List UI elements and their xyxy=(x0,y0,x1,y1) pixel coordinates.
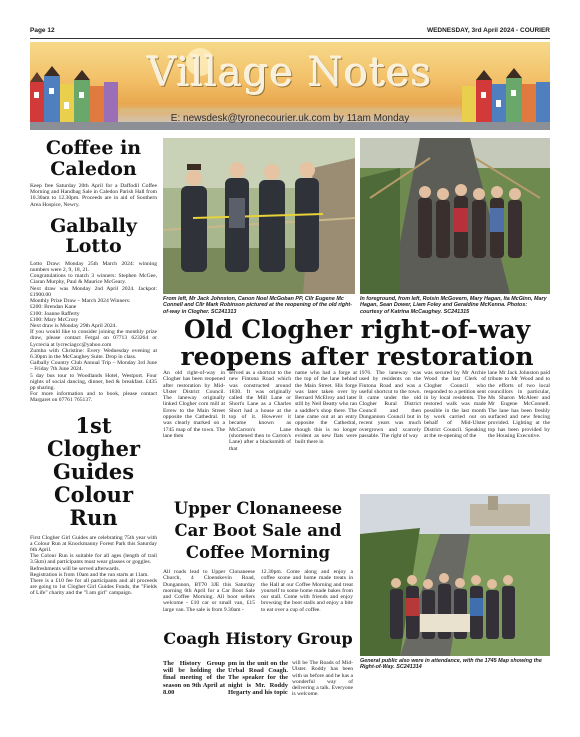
guides-body xyxy=(30,535,157,597)
coagh-col3: will be The Roads of Mid-Ulster. Roddy has been with us before and he has a wonderful way of delivering a talk. Everyone is welcome. xyxy=(292,660,353,698)
galbally-paragraph: For more information and to book, please contact Margaret on 07761 765137. xyxy=(30,391,157,404)
photo2-caption: In foreground, from left, Roisin McGovern, Mary Hagan, Ita McGinn, Mary Hagan, Sean Dower, Liam Foley and Geraldine McKenna. Photos: courtesy of Katrina McCaughey. SC241315 xyxy=(360,296,547,315)
issue-date: WEDNESDAY, 3rd April 2024 - COURIER xyxy=(426,27,550,34)
galbally-paragraph: £100: Joanne Rafferty xyxy=(30,310,80,317)
galbally-paragraph: Next draw was Monday 2nd April 2024. Jackpot: £1900.00 xyxy=(30,285,157,298)
galbally-paragraph: Congratulations to match 3 winners: Stephen McGee, Ciaran Murphy, Paul & Maurice McGeary. xyxy=(30,273,157,286)
guides-paragraph: Registration is from 10am and the run starts at 11am. xyxy=(30,571,149,578)
coffee-body: Keep free Saturday 20th April for a Daffodil Coffee Morning and Handbag Sale in Caledon Parish Hall from 10.30am to 12.30pm. Proceeds are in aid of Southern Area Hospice, Newry. xyxy=(30,183,157,208)
coagh-col2: pm in the unit on the Urbal Road Coagh. The speaker for the night is Mr. Roddy Hegarty and his topic xyxy=(228,660,288,696)
galbally-paragraph: Next draw is Monday 29th April 2024. xyxy=(30,322,117,329)
story-column-6: lane Mr Jack Johnston paid tribute to Mr Wood and to the efforts of two local councillors in particular, Ms Sharon McAleer and Mr Eugene McConnell. The lane has been freshly surfaced and new fencing provided. Lighting at the top has been provided by the Housing Executive. xyxy=(488,370,550,439)
story-column-2: served as a shortcut to the new Fintona Road which was constructed around 1830. It was originally called the Mill Lane or Short's Lane as a Charles Short had a house at the top of it. However it became known as McCarron's Lane (shortened then to Carron's Lane) after a blacksmith of that xyxy=(229,370,291,452)
coagh-col1: The History Group will be holding the final meeting of the season on 9th April at 8.00 xyxy=(163,660,225,696)
photo3-caption: General public also were in attendance, with the 1745 Map showing the Right-of-Way. SC241314 xyxy=(360,658,542,671)
main-headline: Old Clogher right-of-way reopens after restoration xyxy=(180,315,534,371)
guides-paragraph: There is a £10 fee for all participants and all proceeds are going to 1st Clogher Girl Guides Funds, the "Fields of Life" charity and the "I am girl" campaign. xyxy=(30,577,157,597)
page-number: Page 12 xyxy=(30,27,55,34)
public-attendance-photo xyxy=(360,494,550,656)
story-column-3: name who had a forge at the top of the lane behind the Main Street. His forge was later taken over by Bernard McElroy and later still by Neil Beatty who ran a saddler's shop there. The lane came out at an entry opposite the Cathedral, though this is no longer evident as new flats were built there in xyxy=(295,370,357,446)
guides-paragraph: Refreshments will be served afterwards. xyxy=(30,565,120,572)
carboot-col1: All roads lead to Upper Clonaneese Church, 4 Cloenskevin Road, Dungannon, BT70 3JE this Saturday morning 6th April for a Car Boot Sale and Coffee Morning. All boot sellers welcome - £10 car or small van, £15 large van. The sale is from 9.30am - xyxy=(163,569,255,613)
story-column-5: was secured by Mr Archie Wood the last Clerk of Clogher Council who responded to a petition sent in by local residents. The restored walk was made possible in the last month by work carried out on behalf of Mid-Ulster District Council. Speaking at the re-opening of the xyxy=(424,370,486,439)
galbally-body xyxy=(30,261,157,404)
coagh-heading: Coagh History Group xyxy=(163,629,353,648)
laneway-group-photo xyxy=(360,138,550,294)
galbally-paragraph: Galbally Country Club Annual Trip – Monday 3rd June – Friday 7th June 2024. xyxy=(30,360,157,373)
galbally-paragraph: £100: Mary McCrory xyxy=(30,316,79,323)
page-header xyxy=(30,25,550,37)
coffee-heading: Coffee in Caledon xyxy=(45,137,142,180)
story-column-1: An old right-of-way in Clogher has been reopened after restoration by Mid-Ulster District Council. The laneway originally linked Clogher corn mill at Errew to the Main Street opposite the Cathedral. It was clearly marked on a 1745 map of the town. The lane then xyxy=(163,370,225,439)
story-column-4: 1976. The laneway was used by residents on the Fintona Road and was a useful shortcut to the town. It came under the old Clogher Rural District Council and then Dungannon Council but in recent years was much overgrown and scarcely passable. The right of way xyxy=(359,370,421,439)
village-notes-banner xyxy=(30,42,550,130)
galbally-paragraph: £200: Brendan Kane xyxy=(30,304,77,311)
banner-email: E: newsdesk@tyronecourier.uk.com by 11am Monday xyxy=(170,113,410,124)
galbally-heading: Galbally Lotto xyxy=(50,214,137,258)
galbally-paragraph: Zumba with Christine: Every Wednesday evening at 6.30pm in the McCaughey Suite. Drop in class. xyxy=(30,347,157,360)
galbally-paragraph: Monthly Prize Draw – March 2024 Winners: xyxy=(30,298,131,305)
guides-paragraph: The Colour Run is suitable for all ages (length of trail 3.5km) and participants must wear glasses or goggles. xyxy=(30,553,157,566)
banner-title: Village Notes xyxy=(147,50,433,96)
carboot-col2: 12.30pm. Come along and enjoy a coffee scone and home made treats in the Hall at our Coffee Morning and treat yourself to some home made bakes from our stall. Come with friends and enjoy browsing the boot stalls and enjoy a bite to eat over a cup of coffee. xyxy=(261,569,353,613)
galbally-paragraph: Lotto Draw: Monday 25th March 2024: winning numbers were 2, 9, 18, 21. xyxy=(30,260,157,274)
photo1-caption: From left, Mr Jack Johnston, Canon Noel McGoban PP, Cllr Eugene Mc Connell and Cllr Mark Robinson pictured at the reopening of the old right-of-way in Clogher. SC241313 xyxy=(163,296,352,315)
galbally-paragraph: 5 day bus tour to Woodlands Hotel, Westport. Four nights of social dancing, dinner, bed & breakfast. £435 pp sharing. xyxy=(30,372,157,391)
header-rule xyxy=(30,38,550,39)
ribbon-cutting-photo xyxy=(163,138,355,294)
left-column xyxy=(30,136,157,597)
carboot-heading: Upper Clonaneese Car Boot Sale and Coffee Morning xyxy=(173,499,343,562)
guides-heading: 1st Clogher Guides Colour Run xyxy=(46,412,141,530)
guides-paragraph: First Clogher Girl Guides are celebrating 75th year with a Colour Run at Knockmanny Forest Park this Saturday 6th April. xyxy=(30,534,157,553)
galbally-paragraph: If you would like to consider joining the monthly prize draw, please contact Fergal on 07713 623264 or Lycrecia at lycreciagcc@yahoo.com xyxy=(30,329,157,348)
